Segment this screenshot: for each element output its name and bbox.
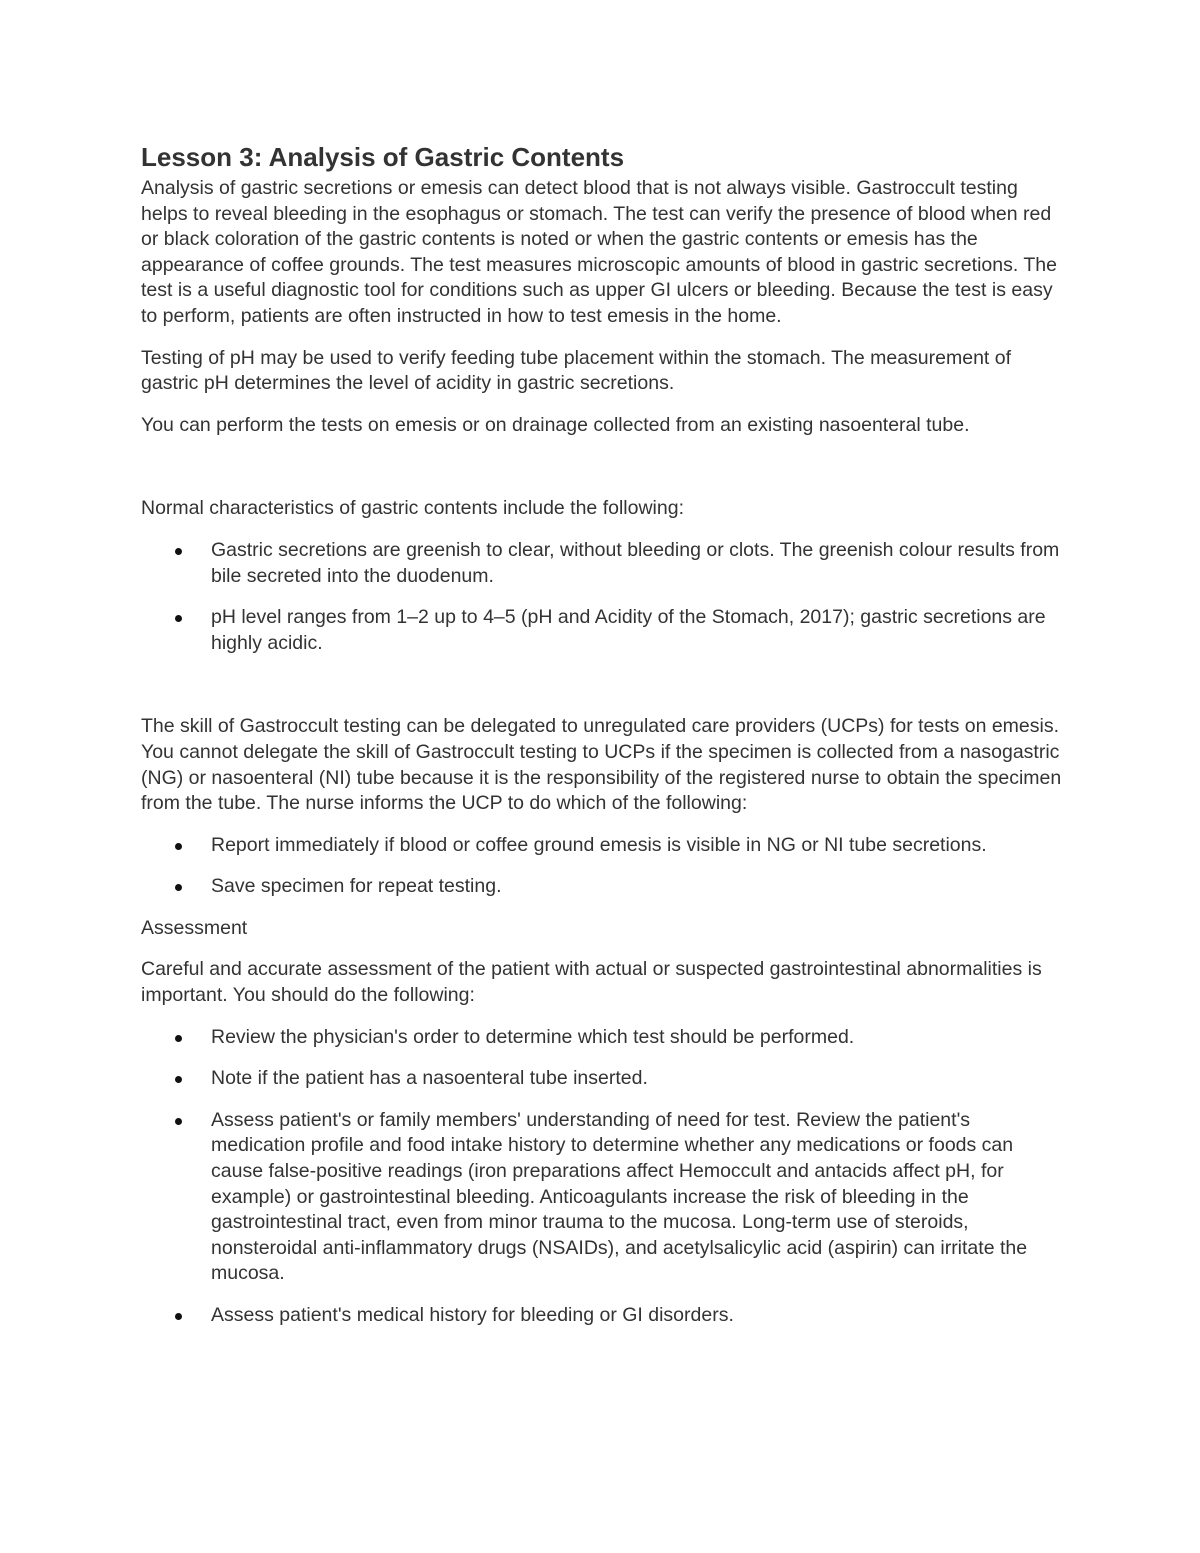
list-item <box>141 605 1066 656</box>
assessment-list <box>141 1025 1066 1329</box>
list-item-text: Assess patient's medical history for bleeding or GI disorders. <box>211 1304 734 1326</box>
bullet-icon <box>175 615 182 622</box>
bullet-icon <box>175 1035 182 1042</box>
assessment-intro: Careful and accurate assessment of the patient with actual or suspected gastrointestinal abnormalities is important. You should do the following: <box>141 958 1042 1007</box>
page-title: Lesson 3: Analysis of Gastric Contents <box>141 142 625 172</box>
delegation-paragraph: The skill of Gastroccult testing can be delegated to unregulated care providers (UCPs) for tests on emesis. You cannot delegate the skill of Gastroccult testing to UCPs if the specimen is collected from a nasogastric (NG) or nasoenteral (NI) tube because it is the responsibility of the registered nurse to obtain the specimen from the tube. The nurse informs the UCP to do which of the following: <box>141 715 1062 815</box>
bullet-icon <box>175 1118 182 1125</box>
list-item <box>141 874 1066 900</box>
delegation-list <box>141 833 1066 900</box>
list-item <box>141 538 1066 589</box>
ph-paragraph: Testing of pH may be used to verify feeding tube placement within the stomach. The measurement of gastric pH determines the level of acidity in gastric secretions. <box>141 346 1012 395</box>
list-item-text: Assess patient's or family members' understanding of need for test. Review the patient's medication profile and food intake history to determine whether any medications or foods can cause false-positive readings (iron preparations affect Hemoccult and antacids affect pH, for example) or gastrointestinal bleeding. Anticoagulants increase the risk of bleeding in the gastrointestinal tract, even from minor trauma to the mucosa. Long-term use of steroids, nonsteroidal anti-inflammatory drugs (NSAIDs), and acetylsalicylic acid (aspirin) can irritate the mucosa. <box>211 1108 1028 1285</box>
bullet-icon <box>175 1076 182 1083</box>
list-item-text: Report immediately if blood or coffee ground emesis is visible in NG or NI tube secretions. <box>211 833 987 856</box>
bullet-icon <box>175 548 182 555</box>
list-item-text: Gastric secretions are greenish to clear, without bleeding or clots. The greenish colour results from bile secreted into the duodenum. <box>211 538 1060 587</box>
document-page <box>141 140 1066 1345</box>
assessment-heading: Assessment <box>141 916 248 939</box>
list-item-text: Note if the patient has a nasoenteral tube inserted. <box>211 1067 648 1090</box>
list-item <box>141 833 1066 859</box>
list-item <box>141 1108 1066 1287</box>
normal-characteristics-list <box>141 538 1066 656</box>
list-item <box>141 1303 1066 1329</box>
bullet-icon <box>175 843 182 850</box>
bullet-icon <box>175 1313 182 1320</box>
intro-paragraph: Analysis of gastric secretions or emesis can detect blood that is not always visible. Gastroccult testing helps to reveal bleeding in the esophagus or stomach. The test can verify the presence of blood when red or black coloration of the gastric contents is noted or when the gastric contents or emesis has the appearance of coffee grounds. The test measures microscopic amounts of blood in gastric secretions. The test is a useful diagnostic tool for conditions such as upper GI ulcers or bleeding. Because the test is easy to perform, patients are often instructed in how to test emesis in the home. <box>141 177 1057 327</box>
perform-paragraph: You can perform the tests on emesis or on drainage collected from an existing nasoenteral tube. <box>141 413 970 436</box>
normal-characteristics-intro: Normal characteristics of gastric contents include the following: <box>141 497 684 520</box>
list-item-text: Save specimen for repeat testing. <box>211 875 502 898</box>
list-item-text: pH level ranges from 1–2 up to 4–5 (pH and Acidity of the Stomach, 2017); gastric secretions are highly acidic. <box>211 606 1046 654</box>
list-item <box>141 1025 1066 1051</box>
list-item <box>141 1066 1066 1092</box>
bullet-icon <box>175 884 182 891</box>
list-item-text: Review the physician's order to determine which test should be performed. <box>211 1025 855 1048</box>
